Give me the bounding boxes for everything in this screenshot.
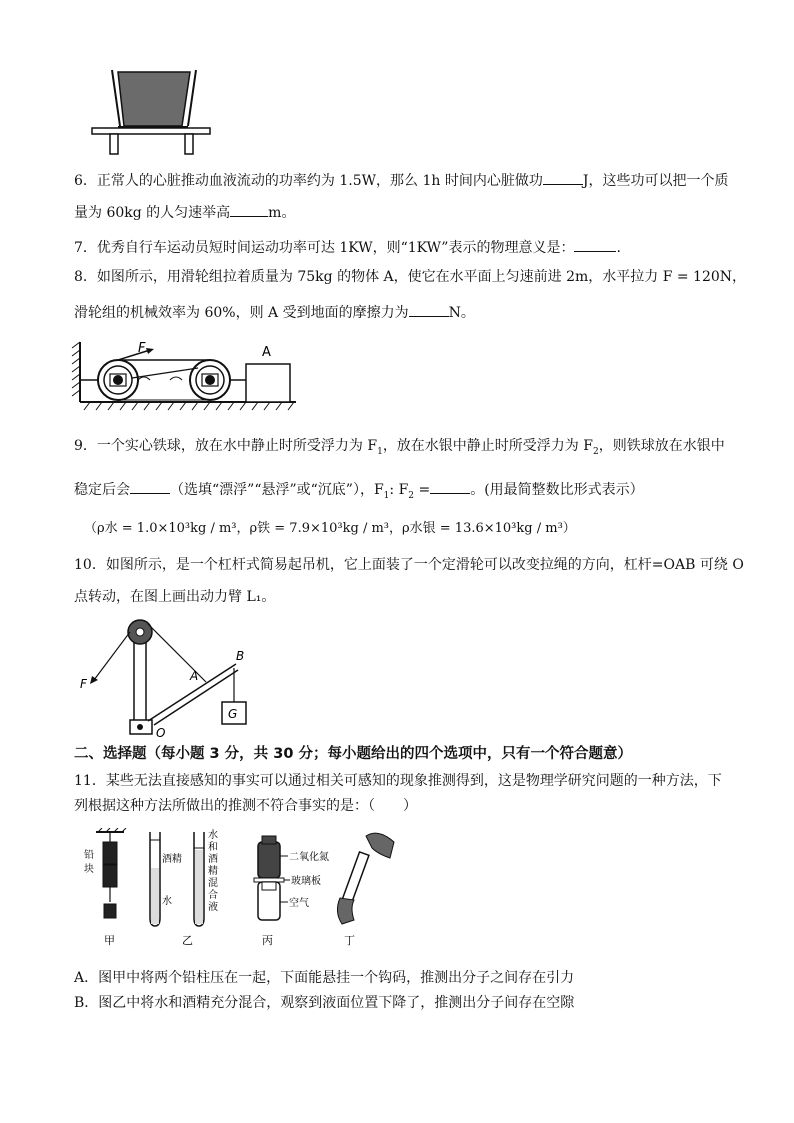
exp-label-glass: 玻璃板 [291, 876, 321, 887]
crane-label-A: A [190, 669, 199, 683]
q6-line1: 6．正常人的心脏推动血液流动的功率约为 1.5W，那么 1h 时间内心脏做功 J，这些功可以把一个质 [74, 170, 734, 190]
crane-label-F: F [80, 677, 87, 691]
pulley-figure [70, 338, 302, 414]
q10-line1: 10．如图所示，是一个杠杆式简易起吊机，它上面装了一个定滑轮可以改变拉绳的方向，杠杆=OAB 可绕 O [74, 557, 744, 573]
exp-label-mix-3: 酒 [208, 854, 218, 865]
q11-line2: 列根据这种方法所做出的推测不符合事实的是：（ ） [74, 798, 417, 814]
pulley-label-A: A [262, 345, 271, 360]
q8-line1: 8．如图所示，用滑轮组拉着质量为 75kg 的物体 A，使它在水平面上匀速前进 2m，水平拉力 F = 120N， [74, 269, 747, 285]
q11-option-A[interactable]: A．图甲中将两个铅柱压在一起，下面能悬挂一个钩码，推测出分子之间存在引力 [74, 970, 575, 986]
exp-caption-jia: 甲 [104, 934, 115, 947]
exp-label-no2: 二氧化氮 [289, 852, 329, 863]
q6-blank-work[interactable] [543, 170, 583, 185]
exp-label-mix-2: 和 [208, 842, 218, 853]
q9-blank-ratio[interactable] [430, 479, 470, 494]
crane-figure [76, 618, 276, 738]
experiments-figure [78, 828, 408, 952]
exp-label-lead-2: 块 [84, 864, 94, 875]
exp-label-mix-4: 精 [208, 866, 218, 877]
crane-label-G: G [228, 707, 238, 721]
q11-line1: 11．某些无法直接感知的事实可以通过相关可感知的现象推测得到，这是物理学研究问题的一种方法，下 [74, 773, 722, 789]
exp-label-alcohol: 酒精 [162, 854, 182, 865]
pulley-label-F: F [138, 341, 146, 356]
q6-blank-height[interactable] [230, 202, 268, 217]
exp-label-mix-6: 合 [208, 890, 218, 901]
q8-line2: 滑轮组的机械效率为 60%，则 A 受到地面的摩擦力为 N。 [74, 302, 734, 322]
bucket-table-figure [90, 64, 215, 156]
crane-label-O: O [156, 726, 166, 738]
exp-caption-ding: 丁 [344, 934, 355, 947]
q10-line2: 点转动，在图上画出动力臂 L₁。 [74, 589, 276, 605]
q11-option-B[interactable]: B．图乙中将水和酒精充分混合，观察到液面位置下降了，推测出分子间存在空隙 [74, 995, 575, 1011]
q9-line2: 稳定后会 （选填“漂浮”“悬浮”或“沉底”），$F_1$: $F_2$ = 。(用最简整数比形式表示） [74, 479, 734, 505]
exp-caption-yi: 乙 [182, 934, 193, 947]
exp-label-water: 水 [162, 896, 172, 907]
exp-label-mix-7: 液 [208, 902, 218, 913]
q8-blank[interactable] [409, 302, 449, 317]
q9-line3: （ρ水 = 1.0×10³kg / m³，ρ铁 = 7.9×10³kg / m³，ρ水银 = 13.6×10³kg / m³） [84, 521, 576, 536]
q9-blank-state[interactable] [130, 479, 170, 494]
crane-label-B: B [236, 649, 245, 663]
q7-blank[interactable] [574, 237, 616, 252]
section2-title: 二、选择题（每小题 3 分，共 30 分；每小题给出的四个选项中，只有一个符合题意） [74, 746, 632, 762]
q6-line2: 量为 60kg 的人匀速举高 m。 [74, 202, 734, 222]
exp-label-mix-1: 水 [208, 830, 218, 841]
q7-line: 7．优秀自行车运动员短时间运动功率可达 1KW，则“1KW”表示的物理意义是： . [74, 237, 734, 257]
exp-caption-bing: 丙 [262, 934, 273, 947]
exp-label-lead: 铅 [84, 850, 94, 861]
exp-label-mix-5: 混 [208, 878, 218, 889]
exp-label-air: 空气 [289, 898, 309, 909]
q9-line1: 9．一个实心铁球，放在水中静止时所受浮力为 $F_1$，放在水银中静止时所受浮力为 $F_2$，则铁球放在水银中 [74, 438, 725, 457]
